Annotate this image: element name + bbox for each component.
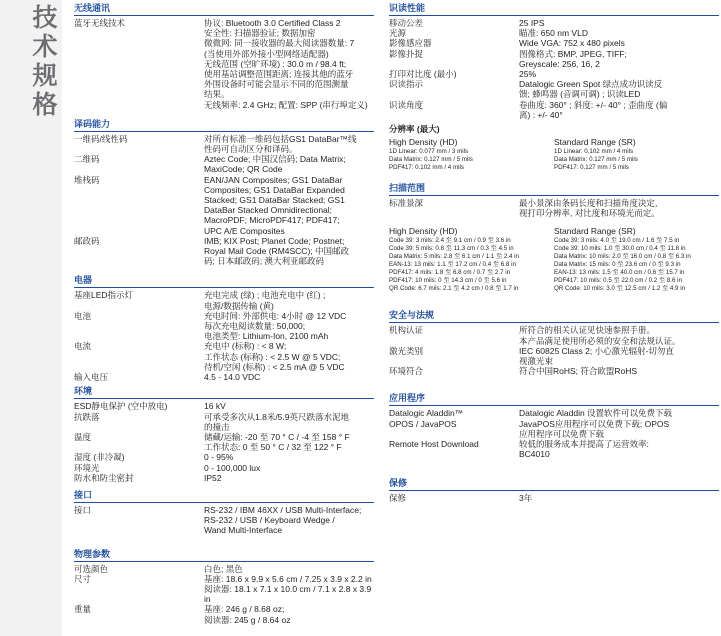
- spec-row: [389, 100, 719, 120]
- spec-value: 最小景深由条码长度和扫描角度决定, 视打印分辨率, 对比度和环境光而定。: [519, 198, 660, 219]
- section-heading: 接口: [74, 487, 374, 503]
- spec-row: [74, 564, 374, 574]
- spec-value: IEC 60825 Class 2; 小心激光辐射-切勿直 视激光束: [519, 345, 674, 367]
- list-title: High Density (HD): [389, 226, 458, 237]
- right-column: [389, 0, 719, 504]
- spec-value: 协议: Bluetooth 3.0 Certified Class 2 安全性: 扫描器验证; 数据加密 微微网: 同一接收器的最大阅读器数量: 7 (当使用外部外接小型网络适配器) 无线范围 (空旷环境) : 30.0 m / 98.4 ft; 使用基站调整范围距离; 连接其他的蓝牙 外围设备时可能会显示不同的范围测量 结果。 无线频率: 2.4 GHz; 配置: SPP (串行埠定义): [204, 18, 368, 110]
- spec-value: 瞄准: 650 nm VLD: [519, 28, 588, 39]
- spec-value: EAN/JAN Composites; GS1 DataBar Composites; GS1 DataBar Expanded Stacked; GS1 DataBar Stacked; GS1 DataBar Stacked Omnidirectional; MacroPDF; MicroPDF417; PDF417; UPC A/E Composites: [204, 174, 345, 236]
- spec-row: [74, 236, 374, 267]
- spec-label: Remote Host Download: [389, 439, 479, 450]
- spec-label: 接口: [74, 504, 92, 515]
- spec-label: 光源: [389, 28, 407, 39]
- section-decoding: [74, 116, 374, 267]
- spec-row: [74, 604, 374, 624]
- spec-row: [389, 366, 719, 376]
- spec-label: 影像感应器: [389, 38, 432, 49]
- section-heading: 保修: [389, 475, 719, 491]
- spec-label: 机构认证: [389, 325, 424, 336]
- spec-label: 抗跌落: [74, 411, 100, 422]
- spec-row: [389, 408, 719, 439]
- section-safety: [389, 307, 719, 376]
- spec-value: 充电时间: 外部供电: 4小时 @ 12 VDC 每次充电阅读数量: 50,000; 电池类型: Lithium-Ion, 2100 mAh: [204, 310, 347, 342]
- spec-label: 电流: [74, 341, 92, 352]
- spec-label: 防水和防尘密封: [74, 472, 134, 483]
- spec-row: [389, 493, 719, 503]
- section-heading: 环境: [74, 383, 374, 399]
- list-item: Data Matrix: 10 mils: 2.0 至 16.0 cm / 0.8 至 6.3 in: [554, 253, 691, 261]
- spec-row: [389, 18, 719, 28]
- list-item: PDF417: 4 mils: 1.8 至 6.8 cm / 0.7 至 2.7 in: [389, 269, 511, 277]
- spec-value: IMB; KIX Post; Planet Code; Postnet; Royal Mail Code (RM4SCC); 中国邮政 码; 日本邮政码; 澳大利亚邮政码: [204, 235, 349, 267]
- spec-value: Datalogic Green Spot 绿点成功识读反 馈; 蜂鸣器 (音调可调) ; 识读LED: [519, 79, 663, 100]
- spec-value: 充电完成 (绿) ; 电池充电中 (红) ; 电源/数据传输 (黄): [204, 290, 326, 311]
- list-item: Code 39: 5 mils: 0.8 至 11.3 cm / 0.3 至 4.5 in: [389, 245, 514, 253]
- spec-label: 激光类别: [389, 345, 424, 356]
- spec-row: [389, 325, 719, 345]
- spec-label: 二维码: [74, 154, 100, 165]
- section-environment: [74, 383, 374, 483]
- section-heading: 安全与法规: [389, 307, 719, 323]
- spec-value: 符合中国RoHS; 符合欧盟RoHS: [519, 366, 638, 377]
- spec-row: [74, 432, 374, 452]
- spec-label: 标准景深: [389, 198, 424, 209]
- spec-label: 识读指示: [389, 79, 424, 90]
- spec-value: 25 IPS: [519, 18, 545, 28]
- spec-row: [389, 198, 719, 218]
- spec-value: 4.5 - 14.0 VDC: [204, 372, 261, 383]
- spec-label: Datalogic Aladdin™ OPOS / JavaPOS: [389, 408, 464, 429]
- spec-label: 湿度 (非冷凝): [74, 452, 125, 463]
- spec-row: [74, 134, 374, 154]
- list-item: Data Matrix: 0.127 mm / 5 mils: [389, 156, 473, 164]
- spec-row: [389, 38, 719, 48]
- spec-row: [74, 18, 374, 110]
- section-heading: 无线通讯: [74, 0, 374, 16]
- spec-label: 打印对比度 (最小): [389, 69, 457, 80]
- spec-row: [389, 69, 719, 79]
- spec-label: 基座LED指示灯: [74, 290, 134, 301]
- list-item: 1D Linear: 0.077 mm / 3 mils: [389, 148, 469, 156]
- list-item: QR Code: 6.7 mils: 2.1 至 4.2 cm / 0.8 至 1.7 in: [389, 285, 519, 293]
- list-item: Data Matrix: 15 mils: 0 至 23.6 cm / 0 至 9.3 in: [554, 261, 681, 269]
- section-warranty: [389, 475, 719, 503]
- list-item: PDF417: 10 mils: 0 至 14.3 cm / 0 至 5.6 in: [389, 277, 507, 285]
- list-item: QR Code: 10 mils: 3.0 至 12.5 cm / 1.2 至 4.9 in: [554, 285, 686, 293]
- spec-value: 25%: [519, 69, 537, 80]
- spec-value: 卷曲度: 360° ; 斜度: +/- 40° ; 歪曲度 (偏 离) : +/- 40°: [519, 99, 668, 120]
- spec-value: RS-232 / IBM 46XX / USB Multi-Interface; RS-232 / USB / Keyboard Wedge / Wand Multi-Interface: [204, 504, 362, 536]
- spec-label: 尺寸: [74, 573, 92, 584]
- spec-row: [74, 341, 374, 372]
- spec-row: [74, 372, 374, 382]
- spec-value: 3年: [519, 493, 533, 504]
- spec-value: 对所有标准一维码包括GS1 DataBar™线 性码可自动区分和译码。: [204, 133, 357, 155]
- spec-label: 识读角度: [389, 99, 424, 110]
- section-reading: [389, 0, 719, 120]
- spec-label: 一维码/线性码: [74, 133, 128, 144]
- left-column: [74, 0, 374, 625]
- spec-label: 可选颜色: [74, 563, 109, 574]
- list-title: High Density (HD): [389, 137, 458, 148]
- list-item: Code 39: 3 mils: 2.4 至 9.1 cm / 0.9 至 3.6 in: [389, 237, 511, 245]
- spec-value: Aztec Code; 中国汉信码; Data Matrix; MaxiCode; QR Code: [204, 154, 346, 175]
- spec-row: [74, 311, 374, 342]
- list-title: Standard Range (SR): [554, 226, 636, 237]
- spec-label: 移动公差: [389, 18, 424, 28]
- spec-row: [74, 473, 374, 483]
- spec-label: 堆栈码: [74, 174, 100, 185]
- spec-label: 环境符合: [389, 366, 424, 377]
- spec-value: 可承受多次从1.8米/5.9英尺跌落水泥地 的撞击: [204, 411, 349, 432]
- spec-value: 白色; 黑色: [204, 563, 243, 574]
- spec-value: 图像格式: BMP, JPEG, TIFF; Greyscale: 256, 16, 2: [519, 48, 627, 69]
- spec-row: [74, 401, 374, 411]
- section-heading: 译码能力: [74, 116, 374, 132]
- spec-value: 充电中 (标称) : < 8 W; 工作状态 (标称) : < 2.5 W @ 5 VDC; 待机/空闲 (标称) : < 2.5 mA @ 5 VDC: [204, 341, 345, 372]
- spec-row: [389, 28, 719, 38]
- section-scan: [389, 180, 719, 218]
- list-res_sr: [554, 135, 719, 172]
- section-heading: 应用程序: [389, 390, 719, 406]
- spec-value: Wide VGA: 752 x 480 pixels: [519, 38, 625, 49]
- resolution-grid: [389, 135, 719, 172]
- spec-row: [74, 154, 374, 174]
- spec-value: 所符合的相关认证见快速参照手册。 本产品满足使用所必须的安全和法规认证。: [519, 325, 681, 346]
- section-interface: [74, 487, 374, 536]
- spec-value: 基座: 18.6 x 9.9 x 5.6 cm / 7.25 x 3.9 x 2.2 in 阅读器: 18.1 x 7.1 x 10.0 cm / 7.1 x 2.8 x 3.9 in: [204, 573, 372, 605]
- section-software: [389, 390, 719, 459]
- spec-value: 基座: 246 g / 8.68 oz; 阅读器: 245 g / 8.64 oz: [204, 604, 291, 625]
- list-item: Code 39: 10 mils: 1.0 至 30.0 cm / 0.4 至 11.8 in: [554, 245, 686, 253]
- spec-label: 温度: [74, 431, 92, 442]
- list-sr: [554, 224, 719, 293]
- list-item: EAN-13: 13 mils: 1.1 至 17.2 cm / 0.4 至 6.8 in: [389, 261, 516, 269]
- spec-row: [74, 175, 374, 236]
- list-hd: [389, 224, 554, 293]
- side-title: 技术规格: [29, 4, 57, 120]
- spec-label: 环境光: [74, 462, 100, 473]
- spec-label: 输入电压: [74, 372, 109, 383]
- list-item: Data Matrix: 0.127 mm / 5 mils: [554, 156, 638, 164]
- sidebar: [0, 0, 62, 636]
- spec-row: [74, 505, 374, 536]
- spec-label: 重量: [74, 604, 92, 615]
- spec-row: [389, 439, 719, 459]
- spec-value: 16 kV: [204, 401, 226, 412]
- spec-row: [74, 452, 374, 462]
- spec-value: 0 - 95%: [204, 452, 234, 463]
- section-heading: 电器: [74, 272, 374, 288]
- section-electrical: [74, 272, 374, 382]
- spec-row: [74, 463, 374, 473]
- list-item: EAN-13: 13 mils: 1.5 至 40.0 cm / 0.6 至 15.7 in: [554, 269, 685, 277]
- spec-row: [389, 79, 719, 99]
- spec-value: IP52: [204, 472, 222, 483]
- list-title: Standard Range (SR): [554, 137, 636, 148]
- section-wireless: [74, 0, 374, 110]
- list-item: PDF417: 0.102 mm / 4 mils: [389, 164, 464, 172]
- depth-of-field-grid: [389, 224, 719, 293]
- spec-row: [389, 346, 719, 366]
- spec-row: [74, 412, 374, 432]
- resolution-title: 分辨率 (最大): [389, 124, 440, 135]
- section-heading: 扫描范围: [389, 180, 719, 196]
- spec-value: 0 - 100,000 lux: [204, 462, 261, 473]
- section-heading: 识读性能: [389, 0, 719, 16]
- spec-label: 保修: [389, 493, 407, 504]
- list-item: Data Matrix: 5 mils: 2.8 至 6.1 cm / 1.1 至 2.4 in: [389, 253, 519, 261]
- spec-label: 蓝牙无线技术: [74, 18, 126, 28]
- spec-value: 较低的服务成本并提高了运营效率: BC4010: [519, 439, 649, 460]
- spec-value: 储藏/运输: -20 至 70 ° C / -4 至 158 ° F 工作状态: 0 至 50 ° C / 32 至 122 ° F: [204, 431, 350, 453]
- list-item: PDF417: 10 mils: 0.5 至 22.0 cm / 0.2 至 8.6 in: [554, 277, 682, 285]
- list-item: 1D Linear: 0.102 mm / 4 mils: [554, 148, 634, 156]
- spec-value: Datalogic Aladdin 设置软件可以免费下载 JavaPOS应用程序可以免费下载; OPOS 应用程序可以免费下载: [519, 408, 673, 439]
- spec-row: [74, 574, 374, 605]
- section-physical: [74, 546, 374, 625]
- section-heading: 物理参数: [74, 546, 374, 562]
- list-item: PDF417: 0.127 mm / 5 mils: [554, 164, 629, 172]
- spec-label: 邮政码: [74, 235, 100, 246]
- spec-row: [74, 290, 374, 310]
- spec-label: 影像扑捉: [389, 48, 424, 59]
- spec-label: 电池: [74, 310, 92, 321]
- spec-label: ESD静电保护 (空中放电): [74, 401, 168, 412]
- list-item: Code 39: 3 mils: 4.0 至 19.0 cm / 1.6 至 7.5 in: [554, 237, 680, 245]
- spec-row: [389, 49, 719, 69]
- list-res_hd: [389, 135, 554, 172]
